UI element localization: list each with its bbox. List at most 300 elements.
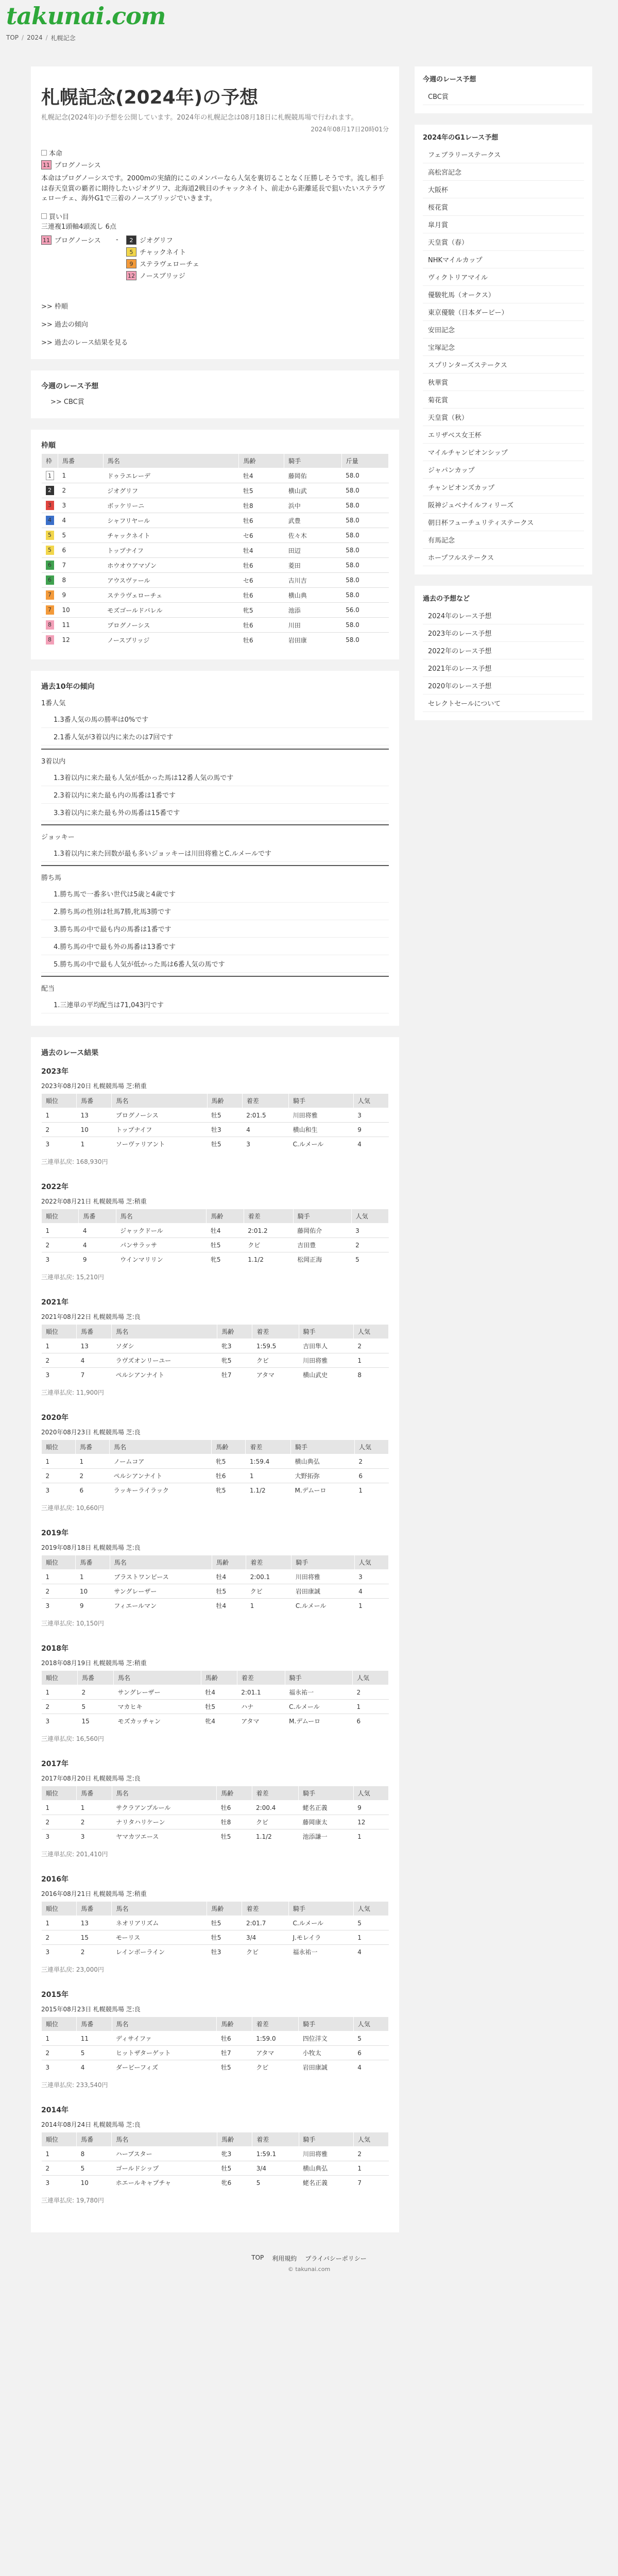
- cell-age: 牡6: [239, 618, 284, 633]
- table-row[interactable]: [42, 1714, 389, 1728]
- cell-jockey: 武豊: [284, 513, 341, 528]
- horse-number-badge: 11: [41, 235, 52, 245]
- table-cell: ハープスター: [112, 2147, 217, 2161]
- table-cell: 川田将雅: [299, 1353, 353, 1368]
- footer-copyright: © takunai.com: [287, 2266, 331, 2273]
- column-header: 馬齢: [207, 1094, 242, 1108]
- column-header: 着差: [237, 1671, 285, 1685]
- table-cell: ラヴズオンリーユー: [112, 1353, 217, 1368]
- column-header: 馬名: [112, 1786, 217, 1801]
- sidebar-past-list: [415, 607, 592, 720]
- table-header-row: [42, 1094, 389, 1108]
- breadcrumb-separator: /: [22, 34, 24, 41]
- page-layout: [0, 43, 618, 2244]
- frame-badge: 8: [46, 635, 54, 645]
- table-cell: ヒットザターゲット: [112, 2046, 217, 2060]
- cell-jockey: 佐々木: [284, 528, 341, 543]
- table-cell: レインボーライン: [112, 1945, 207, 1959]
- sidebar-item[interactable]: 天皇賞（秋）: [423, 409, 584, 426]
- result-table: [41, 1439, 389, 1497]
- table-row[interactable]: [42, 633, 389, 648]
- table-cell: 牡5: [207, 1916, 242, 1930]
- table-cell: 1: [77, 1801, 112, 1815]
- table-cell: 牡4: [212, 1570, 246, 1584]
- column-header: 騎手: [291, 1440, 355, 1454]
- table-cell: 2: [76, 1469, 110, 1483]
- result-year: 2017年: [41, 1760, 68, 1769]
- table-cell: 3: [42, 1137, 77, 1151]
- sidebar-past-title: 過去の予想など: [423, 595, 470, 603]
- cell-num: 4: [58, 513, 104, 528]
- cell-age: 牡4: [239, 543, 284, 558]
- column-header: 馬名: [116, 1209, 207, 1224]
- sidebar-item[interactable]: 2021年のレース予想: [423, 659, 584, 677]
- table-cell: 5: [252, 2176, 299, 2190]
- table-cell: 6: [352, 1714, 388, 1728]
- sidebar-item[interactable]: 2020年のレース予想: [423, 677, 584, 694]
- table-cell: ソダシ: [112, 1339, 217, 1353]
- column-header: 馬番: [58, 454, 104, 468]
- frame-badge: 6: [46, 561, 54, 570]
- table-row[interactable]: [42, 1570, 389, 1584]
- frame-cell: [42, 588, 58, 603]
- table-row[interactable]: [42, 1252, 389, 1267]
- sidebar-g1: [415, 125, 592, 574]
- column-header: 馬番: [77, 1094, 112, 1108]
- table-cell: M.デムーロ: [285, 1714, 352, 1728]
- table-cell: 7: [77, 1368, 112, 1382]
- column-header: 着差: [252, 1786, 299, 1801]
- table-row[interactable]: [42, 543, 389, 558]
- trend-divider: [41, 824, 389, 825]
- table-cell: トップナイフ: [112, 1123, 207, 1137]
- table-cell: 3: [77, 1829, 112, 1844]
- link-trends[interactable]: >> 過去の傾向: [41, 321, 88, 329]
- column-header: 馬齢: [207, 1902, 242, 1916]
- table-header-row: [42, 1786, 389, 1801]
- column-header: 馬番: [77, 1325, 112, 1339]
- table-cell: 3: [42, 1483, 76, 1498]
- sidebar-item[interactable]: ヴィクトリアマイル: [423, 268, 584, 286]
- table-cell: 2: [42, 1353, 77, 1368]
- column-header: 馬番: [77, 2132, 112, 2147]
- sidebar-item[interactable]: 優駿牝馬（オークス）: [423, 286, 584, 303]
- table-cell: 1.1/2: [246, 1483, 291, 1498]
- table-cell: サクラアンプルール: [112, 1801, 217, 1815]
- result-info: 2017年08月20日 札幌競馬場 芝:良: [41, 1775, 141, 1783]
- trend-divider: [41, 749, 389, 750]
- sidebar-item[interactable]: フェブラリーステークス: [423, 146, 584, 163]
- table-cell: 牝5: [207, 1252, 244, 1267]
- trend-divider: [41, 865, 389, 866]
- table-row[interactable]: [42, 573, 389, 588]
- cell-jockey: 藤岡佑: [284, 468, 341, 483]
- sidebar-item[interactable]: マイルチャンピオンシップ: [423, 444, 584, 461]
- column-header: 騎手: [299, 2132, 353, 2147]
- sidebar-item[interactable]: 高松宮記念: [423, 163, 584, 181]
- sidebar-item[interactable]: 東京優駿（日本ダービー）: [423, 303, 584, 321]
- table-cell: 3: [42, 1599, 76, 1613]
- column-header: 着差: [252, 1325, 299, 1339]
- breadcrumb-current: 札幌記念: [50, 34, 76, 42]
- table-row[interactable]: [42, 1599, 389, 1613]
- table-cell: ゴールドシップ: [112, 2161, 217, 2176]
- table-row[interactable]: [42, 1916, 389, 1930]
- table-row[interactable]: [42, 2147, 389, 2161]
- table-cell: 3: [42, 1829, 77, 1844]
- table-row[interactable]: [42, 1368, 389, 1382]
- table-row[interactable]: [42, 1108, 389, 1123]
- table-cell: 4: [353, 2060, 388, 2075]
- table-row[interactable]: [42, 1685, 389, 1700]
- table-cell: 1.1/2: [244, 1252, 293, 1267]
- sidebar-item[interactable]: 宝塚記念: [423, 338, 584, 356]
- table-cell: 9: [353, 1801, 388, 1815]
- trends-list: [41, 694, 389, 1013]
- bets-grid: [41, 235, 389, 280]
- sidebar-item[interactable]: CBC賞: [423, 88, 584, 105]
- table-cell: 1.1/2: [252, 1829, 299, 1844]
- column-header: 馬齢: [239, 454, 284, 468]
- table-row[interactable]: [42, 1584, 389, 1599]
- column-header: 着差: [252, 2017, 299, 2031]
- result-table: [41, 1670, 389, 1728]
- bet-axis: [41, 235, 116, 245]
- table-cell: 2: [353, 2147, 388, 2161]
- table-cell: 5: [351, 1252, 388, 1267]
- table-cell: ナリタハリケーン: [112, 1815, 217, 1829]
- sidebar-item[interactable]: 大阪杯: [423, 181, 584, 198]
- table-cell: 3: [353, 1108, 388, 1123]
- table-cell: クビ: [252, 2060, 299, 2075]
- table-row[interactable]: [42, 1123, 389, 1137]
- honmei-label: 本命: [49, 150, 63, 158]
- table-row[interactable]: [42, 2161, 389, 2176]
- cell-age: 牝5: [239, 603, 284, 618]
- table-cell: 15: [77, 1930, 112, 1945]
- column-header: 馬齢: [207, 1209, 244, 1224]
- column-header: 人気: [353, 2017, 388, 2031]
- result-info: 2019年08月18日 札幌競馬場 芝:良: [41, 1544, 141, 1552]
- bet-partner: [126, 270, 201, 280]
- sidebar-item[interactable]: 2023年のレース予想: [423, 624, 584, 642]
- table-cell: ディサイファ: [112, 2031, 217, 2046]
- table-cell: 2:00.1: [246, 1570, 291, 1584]
- table-cell: 1: [77, 1137, 112, 1151]
- table-row[interactable]: [42, 1238, 389, 1252]
- cell-num: 6: [58, 543, 104, 558]
- column-header: 馬齢: [217, 1325, 252, 1339]
- column-header: 馬番: [76, 1440, 110, 1454]
- table-cell: アタマ: [252, 1368, 299, 1382]
- cell-num: 12: [58, 633, 104, 648]
- payout: 三連単払戻: 19,780円: [41, 2197, 104, 2205]
- breadcrumb-top[interactable]: TOP: [6, 34, 19, 41]
- table-cell: 大野拓弥: [291, 1469, 355, 1483]
- site-logo[interactable]: takunai.com: [6, 2, 166, 30]
- column-header: 馬齢: [217, 2132, 252, 2147]
- table-cell: 3: [242, 1137, 288, 1151]
- table-cell: 2: [42, 2161, 77, 2176]
- column-header: 馬名: [112, 1325, 217, 1339]
- cell-jockey: 古川吉: [284, 573, 341, 588]
- table-cell: ハナ: [237, 1700, 285, 1714]
- sidebar-item[interactable]: エリザベス女王杯: [423, 426, 584, 444]
- cell-horse: ボッケリーニ: [103, 498, 239, 513]
- cell-jockey: 池添: [284, 603, 341, 618]
- result-info: 2022年08月21日 札幌競馬場 芝:稍重: [41, 1198, 147, 1206]
- cell-horse: ホウオウアマゾン: [103, 558, 239, 573]
- result-info: 2014年08月24日 札幌競馬場 芝:良: [41, 2121, 141, 2129]
- table-row[interactable]: [42, 2031, 389, 2046]
- result-year: 2016年: [41, 1875, 68, 1884]
- entries-card: [31, 430, 399, 659]
- frame-cell: [42, 483, 58, 498]
- table-row[interactable]: [42, 1700, 389, 1714]
- sidebar-item[interactable]: 阪神ジュベナイルフィリーズ: [423, 496, 584, 514]
- sidebar-item[interactable]: 桜花賞: [423, 198, 584, 216]
- link-results[interactable]: >> 過去のレース結果を見る: [41, 339, 128, 347]
- sidebar-item[interactable]: NHKマイルカップ: [423, 251, 584, 268]
- table-cell: 福永祐一: [288, 1945, 353, 1959]
- trend-item: 4.勝ち馬の中で最も外の馬番は13番です: [41, 938, 389, 955]
- sidebar-item[interactable]: 安田記念: [423, 321, 584, 338]
- sidebar-item[interactable]: ホープフルステークス: [423, 549, 584, 566]
- result-table: [41, 2016, 389, 2074]
- cell-horse: ノースブリッジ: [103, 633, 239, 648]
- cell-age: セ6: [239, 528, 284, 543]
- trend-item: 1.勝ち馬で一番多い世代は5歳と4歳です: [41, 885, 389, 903]
- table-row[interactable]: [42, 1829, 389, 1844]
- frame-badge: 7: [46, 590, 54, 600]
- column-header: 騎手: [299, 2017, 354, 2031]
- trend-item: 1.3着以内に来た回数が最も多いジョッキーは川田将雅とC.ルメールです: [41, 844, 389, 862]
- result-table: [41, 1093, 389, 1151]
- column-header: 人気: [354, 1555, 388, 1570]
- table-cell: 牡4: [207, 1224, 244, 1238]
- table-cell: 牡5: [207, 1930, 242, 1945]
- table-cell: 6: [354, 1469, 388, 1483]
- trend-divider: [41, 976, 389, 977]
- frame-cell: [42, 618, 58, 633]
- table-cell: 牡3: [207, 1945, 242, 1959]
- table-cell: 7: [353, 2176, 388, 2190]
- column-header: 順位: [42, 1786, 77, 1801]
- table-cell: 1: [354, 1483, 388, 1498]
- table-row[interactable]: [42, 1815, 389, 1829]
- trend-category: 勝ち馬: [41, 874, 62, 883]
- result-year: 2014年: [41, 2106, 68, 2115]
- table-cell: 吉田隼人: [299, 1339, 353, 1353]
- cell-jockey: 田辺: [284, 543, 341, 558]
- footer-link[interactable]: プライバシーポリシー: [305, 2255, 367, 2263]
- table-row[interactable]: [42, 1353, 389, 1368]
- table-cell: クビ: [252, 1353, 299, 1368]
- table-cell: 11: [77, 2031, 112, 2046]
- cell-jockey: 浜中: [284, 498, 341, 513]
- table-row[interactable]: [42, 558, 389, 573]
- column-header: 騎手: [291, 1555, 354, 1570]
- table-row[interactable]: [42, 1930, 389, 1945]
- trend-item: 3.3着以内に来た最も外の馬番は15番です: [41, 804, 389, 821]
- column-header: 順位: [42, 1555, 76, 1570]
- entries-body: [42, 468, 389, 648]
- weekly-card: [31, 370, 399, 418]
- cell-horse: シャフリヤール: [103, 513, 239, 528]
- sidebar-item[interactable]: スプリンターズステークス: [423, 356, 584, 374]
- sidebar-item[interactable]: 2022年のレース予想: [423, 642, 584, 659]
- table-row[interactable]: [42, 2176, 389, 2190]
- sidebar-item[interactable]: ジャパンカップ: [423, 461, 584, 479]
- table-row[interactable]: [42, 1469, 389, 1483]
- table-cell: 2: [42, 1815, 77, 1829]
- table-cell: M.デムーロ: [291, 1483, 355, 1498]
- table-cell: 3/4: [242, 1930, 289, 1945]
- table-cell: ネオリアリズム: [112, 1916, 207, 1930]
- result-year: 2019年: [41, 1529, 68, 1538]
- table-cell: 6: [76, 1483, 110, 1498]
- table-cell: 池添謙一: [299, 1829, 354, 1844]
- cell-age: 牡6: [239, 633, 284, 648]
- table-row[interactable]: [42, 483, 389, 498]
- column-header: 馬名: [113, 1671, 201, 1685]
- honmei-text: 本命はプログノーシスです。2000mの実績的にこのメンバーなら人気を裏切ることなく圧勝しそうです。流し相手は春天皇賞の覇者に期待したいジオグリフ、北海道2戦目のチャックネイト、前走から距離延長で狙いたいステラヴェローチェ、海外G1で三着のノースブリッジでいきます。: [41, 175, 385, 203]
- column-header: 着差: [252, 2132, 299, 2147]
- table-row[interactable]: [42, 1454, 389, 1469]
- sidebar-weekly: [415, 66, 592, 113]
- publish-date: 2024年08月17日20時01分: [311, 126, 389, 133]
- table-cell: 牝3: [217, 2147, 252, 2161]
- table-row[interactable]: [42, 468, 389, 483]
- column-header: 人気: [353, 1786, 388, 1801]
- table-cell: 1:59.0: [252, 2031, 299, 2046]
- cell-num: 9: [58, 588, 104, 603]
- horse-number-badge: 5: [126, 247, 136, 257]
- column-header: 馬番: [77, 1671, 113, 1685]
- table-cell: 2: [353, 1339, 388, 1353]
- cell-weight: 58.0: [341, 468, 388, 483]
- sidebar-weekly-title: 今週のレース予想: [423, 76, 476, 83]
- table-row[interactable]: [42, 528, 389, 543]
- table-cell: 1: [42, 1339, 77, 1353]
- bets-label: 買い目: [49, 213, 70, 221]
- payout: 三連単払戻: 10,660円: [41, 1504, 104, 1512]
- table-cell: 2:00.4: [252, 1801, 299, 1815]
- sidebar-item[interactable]: 有馬記念: [423, 531, 584, 549]
- table-row[interactable]: [42, 1483, 389, 1498]
- table-cell: 牡5: [217, 2161, 252, 2176]
- table-cell: 岩田康誠: [291, 1584, 354, 1599]
- cell-weight: 58.0: [341, 483, 388, 498]
- table-row[interactable]: [42, 603, 389, 618]
- table-cell: 牝4: [201, 1714, 237, 1728]
- table-row[interactable]: [42, 2046, 389, 2060]
- column-header: 馬番: [77, 1786, 112, 1801]
- table-cell: 1: [353, 1829, 388, 1844]
- table-cell: 4: [354, 1584, 388, 1599]
- table-row[interactable]: [42, 1224, 389, 1238]
- weekly-link[interactable]: >> CBC賞: [50, 398, 84, 406]
- result-info: 2023年08月20日 札幌競馬場 芝:稍重: [41, 1082, 147, 1090]
- sidebar-item[interactable]: 天皇賞（春）: [423, 233, 584, 251]
- table-row[interactable]: [42, 513, 389, 528]
- sidebar-weekly-list: [415, 88, 592, 113]
- trend-category: 3着以内: [41, 758, 66, 766]
- frame-badge: 5: [46, 546, 54, 555]
- table-cell: サングレーザー: [113, 1685, 201, 1700]
- table-header-row: [42, 454, 389, 468]
- sidebar-item[interactable]: 秋華賞: [423, 374, 584, 391]
- table-cell: 藤岡佑介: [293, 1224, 351, 1238]
- table-row[interactable]: [42, 588, 389, 603]
- honmei-heading: [41, 148, 389, 158]
- column-header: 順位: [42, 2017, 77, 2031]
- table-cell: 1: [353, 1353, 388, 1368]
- column-header: 馬齢: [212, 1555, 246, 1570]
- payout: 三連単払戻: 233,540円: [41, 2081, 108, 2089]
- result-year: 2018年: [41, 1645, 68, 1653]
- column-header: 人気: [353, 1902, 388, 1916]
- table-cell: 2: [77, 1945, 112, 1959]
- table-cell: 1: [42, 2031, 77, 2046]
- table-cell: 13: [77, 1339, 112, 1353]
- sidebar-item[interactable]: 朝日杯フューチュリティステークス: [423, 514, 584, 531]
- table-cell: 10: [76, 1584, 110, 1599]
- frame-cell: [42, 513, 58, 528]
- table-cell: 1: [42, 1108, 77, 1123]
- table-cell: J.モレイラ: [288, 1930, 353, 1945]
- table-cell: 3: [42, 1945, 77, 1959]
- sidebar-item[interactable]: 2024年のレース予想: [423, 607, 584, 624]
- table-cell: 1: [42, 1570, 76, 1584]
- sidebar-item[interactable]: 皐月賞: [423, 216, 584, 233]
- cell-horse: ドゥラエレーデ: [103, 468, 239, 483]
- table-row[interactable]: [42, 1801, 389, 1815]
- table-cell: 牡5: [212, 1584, 246, 1599]
- table-cell: 2: [42, 1700, 78, 1714]
- trend-item: 1.3着以内に来た最も人気が低かった馬は12番人気の馬です: [41, 769, 389, 786]
- table-header-row: [42, 1325, 389, 1339]
- footer-link[interactable]: 利用規約: [272, 2255, 297, 2263]
- cell-weight: 58.0: [341, 528, 388, 543]
- table-row[interactable]: [42, 1945, 389, 1959]
- honmei-horse: プログノーシス: [55, 162, 101, 170]
- column-header: 馬齢: [217, 2017, 252, 2031]
- link-entries[interactable]: >> 枠順: [41, 303, 68, 311]
- table-row[interactable]: [42, 2060, 389, 2075]
- sidebar-item[interactable]: チャンピオンズカップ: [423, 479, 584, 496]
- breadcrumb-year[interactable]: 2024: [27, 34, 43, 41]
- cell-num: 3: [58, 498, 104, 513]
- footer-link[interactable]: TOP: [251, 2254, 264, 2262]
- result-table: [41, 1555, 389, 1613]
- column-header: 馬齢: [212, 1440, 246, 1454]
- table-cell: 2:01.2: [244, 1224, 293, 1238]
- bet-partner-horse: ステラヴェローチェ: [140, 261, 199, 269]
- results-title: 過去のレース結果: [41, 1049, 99, 1058]
- sidebar-item[interactable]: 菊花賞: [423, 391, 584, 409]
- sidebar-item[interactable]: セレクトセールについて: [423, 694, 584, 712]
- table-row[interactable]: [42, 1339, 389, 1353]
- column-header: 騎手: [285, 1671, 352, 1685]
- table-cell: クビ: [242, 1945, 289, 1959]
- table-cell: 4: [353, 1137, 388, 1151]
- table-row[interactable]: [42, 618, 389, 633]
- table-row[interactable]: [42, 1137, 389, 1151]
- table-cell: クビ: [252, 1815, 299, 1829]
- checkbox-icon: [41, 213, 47, 219]
- table-row[interactable]: [42, 498, 389, 513]
